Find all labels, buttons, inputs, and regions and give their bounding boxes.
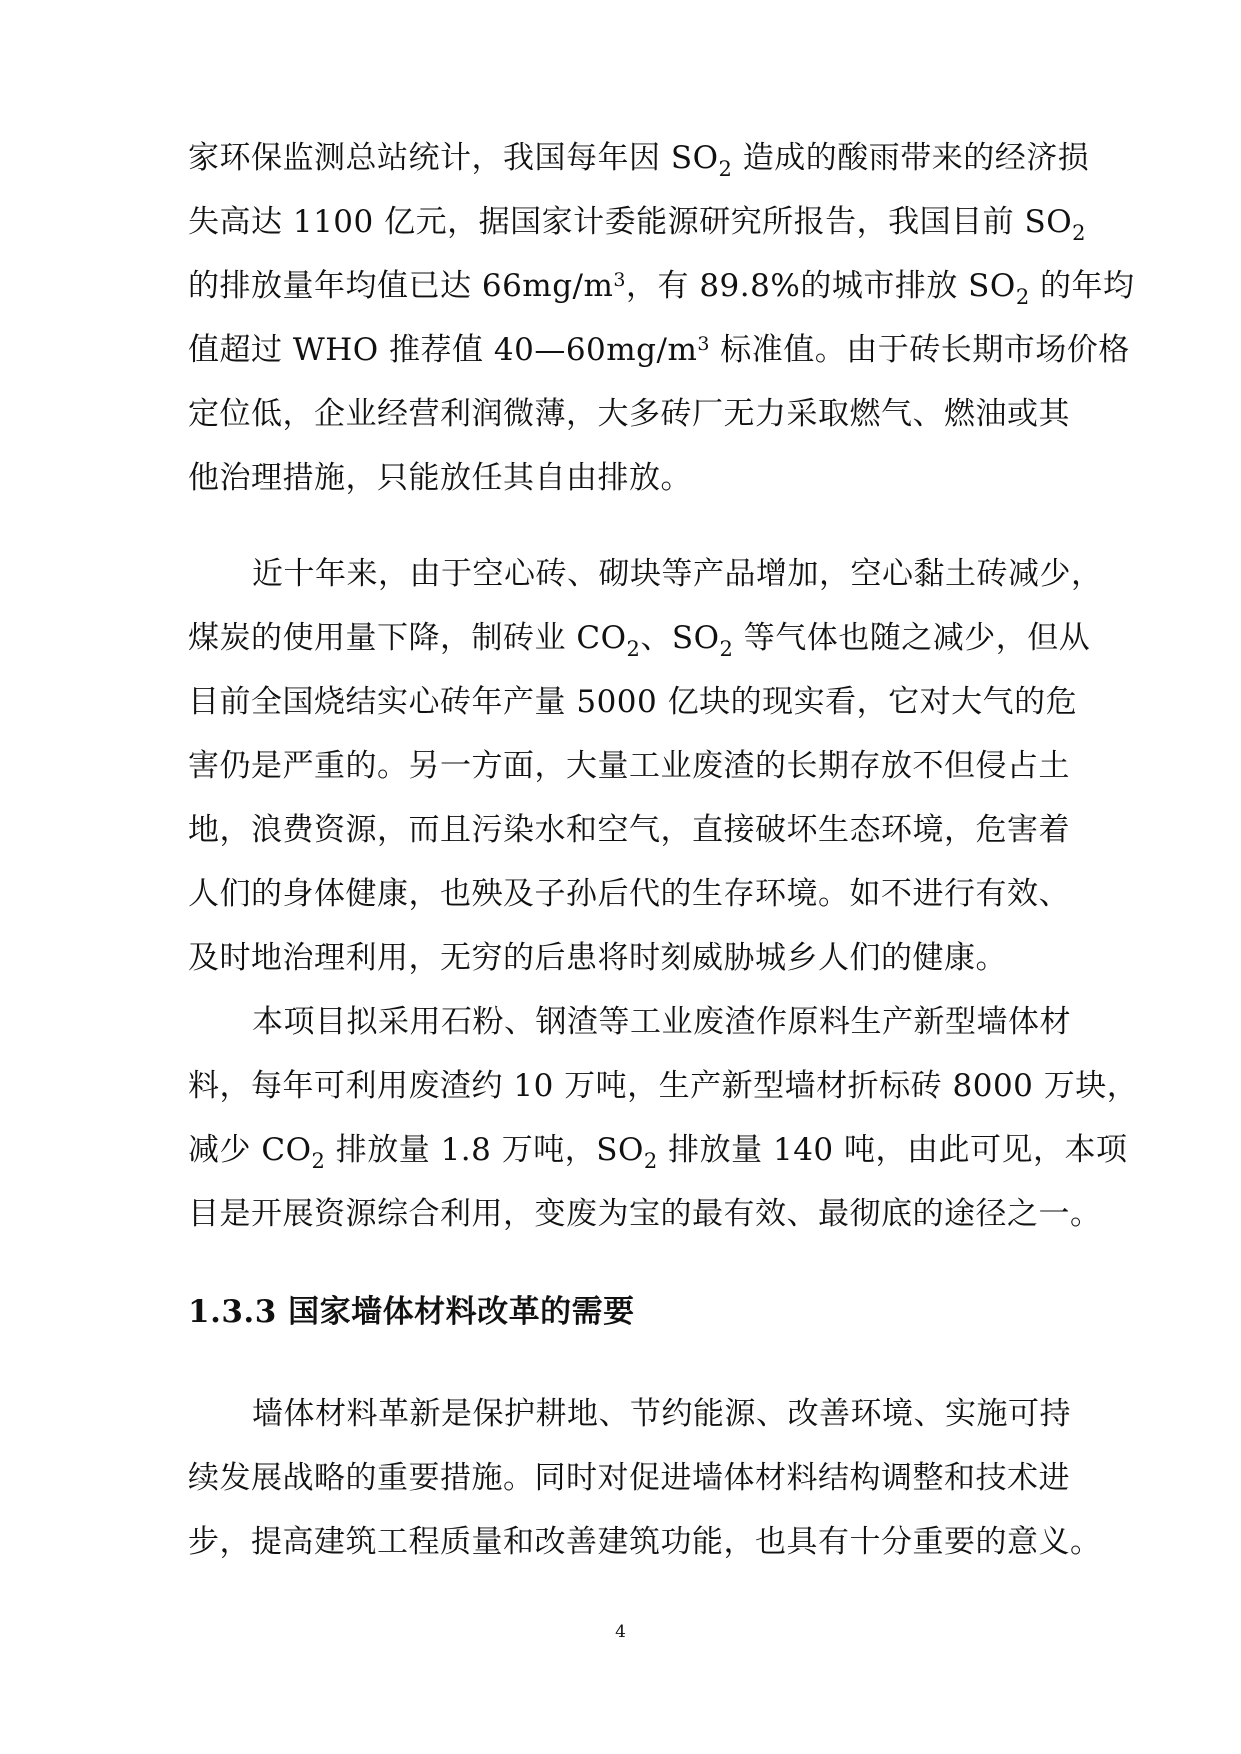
- paragraph-line: 他治理措施，只能放任其自由排放。: [188, 460, 692, 496]
- paragraph-3: [188, 990, 1139, 1246]
- page-number: 4: [615, 1622, 626, 1642]
- paragraph-line: 值超过 WHO 推荐值 $40—60mg/m^3$ 标准值。由于砖长期市场价格: [188, 332, 1130, 368]
- paragraph-line: 家环保监测总站统计，我国每年因 $SO_2$ 造成的酸雨带来的经济损: [188, 140, 1090, 181]
- paragraph-line: 人们的身体健康，也殃及子孙后代的生存环境。如不进行有效、: [188, 876, 1070, 912]
- paragraph-line: 目是开展资源综合利用，变废为宝的最有效、最彻底的途径之一。: [188, 1196, 1102, 1232]
- paragraph-line: 害仍是严重的。另一方面，大量工业废渣的长期存放不但侵占土: [188, 748, 1070, 784]
- paragraph-line: 及时地治理利用，无穷的后患将时刻威胁城乡人们的健康。: [188, 940, 1007, 976]
- paragraph-1: [188, 126, 1135, 510]
- paragraph-line: 墙体材料革新是保护耕地、节约能源、改善环境、实施可持: [252, 1396, 1071, 1432]
- paragraph-line: 煤炭的使用量下降，制砖业 $CO_2$、$SO_2$ 等气体也随之减少，但从: [188, 620, 1091, 661]
- paragraph-2: [188, 542, 1103, 990]
- paragraph-line: 步，提高建筑工程质量和改善建筑功能，也具有十分重要的意义。: [188, 1524, 1102, 1560]
- paragraph-line: 减少 $CO_2$ 排放量 1.8 万吨，$SO_2$ 排放量 140 吨，由此可见，本项: [188, 1132, 1128, 1173]
- paragraph-line: 失高达 1100 亿元，据国家计委能源研究所报告，我国目前 $SO_2$: [188, 204, 1086, 245]
- paragraph-4: [188, 1382, 1102, 1574]
- paragraph-line: 定位低，企业经营利润微薄，大多砖厂无力采取燃气、燃油或其: [188, 396, 1070, 432]
- paragraph-line: 料，每年可利用废渣约 10 万吨，生产新型墙材折标砖 8000 万块，: [188, 1068, 1139, 1104]
- paragraph-line: 地，浪费资源，而且污染水和空气，直接破坏生态环境，危害着: [188, 812, 1070, 848]
- paragraph-line: 目前全国烧结实心砖年产量 5000 亿块的现实看，它对大气的危: [188, 684, 1078, 720]
- paragraph-line: 近十年来，由于空心砖、砌块等产品增加，空心黏土砖减少，: [252, 556, 1103, 592]
- paragraph-line: 本项目拟采用石粉、钢渣等工业废渣作原料生产新型墙体材: [252, 1004, 1071, 1040]
- section-heading: 1.3.3 国家墙体材料改革的需要: [188, 1294, 635, 1330]
- paragraph-line: 续发展战略的重要措施。同时对促进墙体材料结构调整和技术进: [188, 1460, 1070, 1496]
- paragraph-line: 的排放量年均值已达 $66mg/m^3$，有 89.8%的城市排放 $SO_2$ 的年均: [188, 268, 1135, 309]
